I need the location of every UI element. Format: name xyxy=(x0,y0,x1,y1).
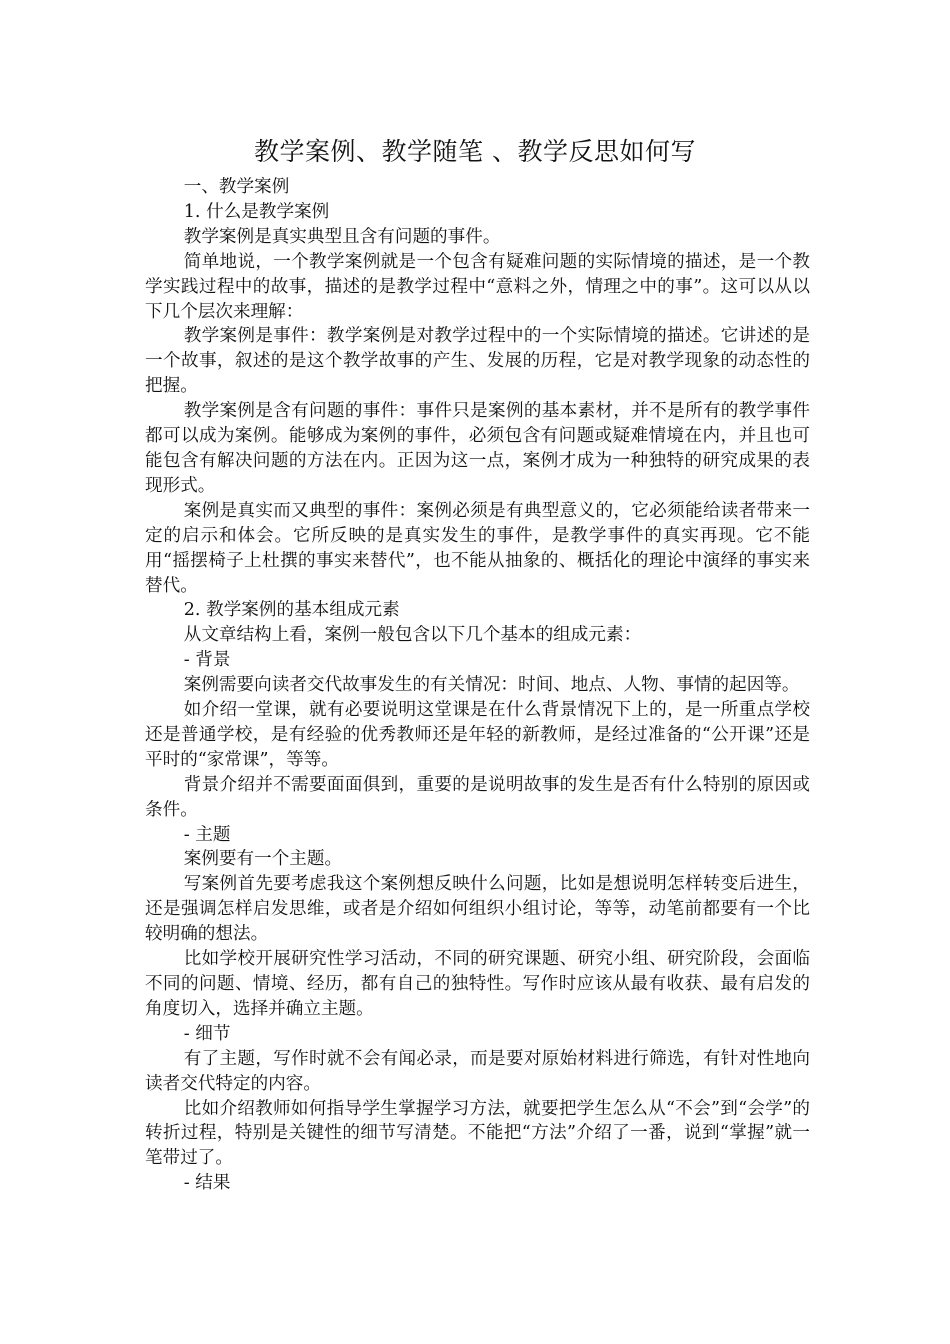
document-title: 教学案例、教学随笔 、教学反思如何写 xyxy=(254,137,696,166)
list-label-background: - 背景 xyxy=(183,650,231,671)
paragraph: 案例是真实而又典型的事件：案例必须是有典型意义的，它必须能给读者带来一定的启示和体会。它所反映的是真实发生的事件，是教学事件的真实再现。它不能用“摇摆椅子上杜撰的事实来替代”，也不能从抽象的、概括化的理论中演绎的事实来替代。 xyxy=(145,500,810,596)
paragraph: 如介绍一堂课，就有必要说明这堂课是在什么背景情况下上的，是一所重点学校还是普通学校，是有经验的优秀教师还是年轻的新教师，是经过准备的“公开课”还是平时的“家常课”，等等。 xyxy=(145,700,810,770)
paragraph: 教学案例是真实典型且含有问题的事件。 xyxy=(183,226,501,247)
list-label-result: - 结果 xyxy=(183,1173,231,1194)
paragraph: 写案例首先要考虑我这个案例想反映什么问题，比如是想说明怎样转变后进生，还是强调怎样启发思维，或者是介绍如何组织小组讨论，等等，动笔前都要有一个比较明确的想法。 xyxy=(145,874,810,945)
paragraph: 简单地说，一个教学案例就是一个包含有疑难问题的实际情境的描述，是一个教学实践过程中的故事，描述的是教学过程中“意料之外，情理之中的事”。这可以从以下几个层次来理解： xyxy=(145,251,810,322)
paragraph: 比如介绍教师如何指导学生掌握学习方法，就要把学生怎么从“不会”到“会学”的转折过程，特别是关键性的细节写清楚。不能把“方法”介绍了一番，说到“掌握”就一笔带过了。 xyxy=(145,1098,810,1169)
list-label-theme: - 主题 xyxy=(183,824,231,845)
subheading-case-elements: 2. 教学案例的基本组成元素 xyxy=(183,600,400,621)
paragraph: 案例要有一个主题。 xyxy=(183,849,343,870)
paragraph: 有了主题，写作时就不会有闻必录，而是要对原始材料进行筛选，有针对性地向读者交代特定的内容。 xyxy=(145,1048,810,1094)
paragraph: 案例需要向读者交代故事发生的有关情况：时间、地点、人物、事情的起因等。 xyxy=(183,675,800,696)
list-label-details: - 细节 xyxy=(183,1023,231,1044)
paragraph: 教学案例是事件：教学案例是对教学过程中的一个实际情境的描述。它讲述的是一个故事，叙述的是这个教学故事的产生、发展的历程，它是对教学现象的动态性的把握。 xyxy=(145,326,810,397)
paragraph: 从文章结构上看，案例一般包含以下几个基本的组成元素： xyxy=(183,625,642,646)
paragraph: 教学案例是含有问题的事件：事件只是案例的基本素材，并不是所有的教学事件都可以成为案例。能够成为案例的事件，必须包含有问题或疑难情境在内，并且也可能包含有解决问题的方法在内。正因为这一点，案例才成为一种独特的研究成果的表现形式。 xyxy=(145,401,810,496)
document-body xyxy=(145,175,810,1196)
paragraph: 比如学校开展研究性学习活动，不同的研究课题、研究小组、研究阶段，会面临不同的问题、情境、经历，都有自己的独特性。写作时应该从最有收获、最有启发的角度切入，选择并确立主题。 xyxy=(145,949,810,1019)
section-heading-teaching-case: 一、教学案例 xyxy=(183,177,290,197)
subheading-what-is-case: 1. 什么是教学案例 xyxy=(183,201,330,222)
paragraph: 背景介绍并不需要面面俱到，重要的是说明故事的发生是否有什么特别的原因或条件。 xyxy=(145,774,810,820)
